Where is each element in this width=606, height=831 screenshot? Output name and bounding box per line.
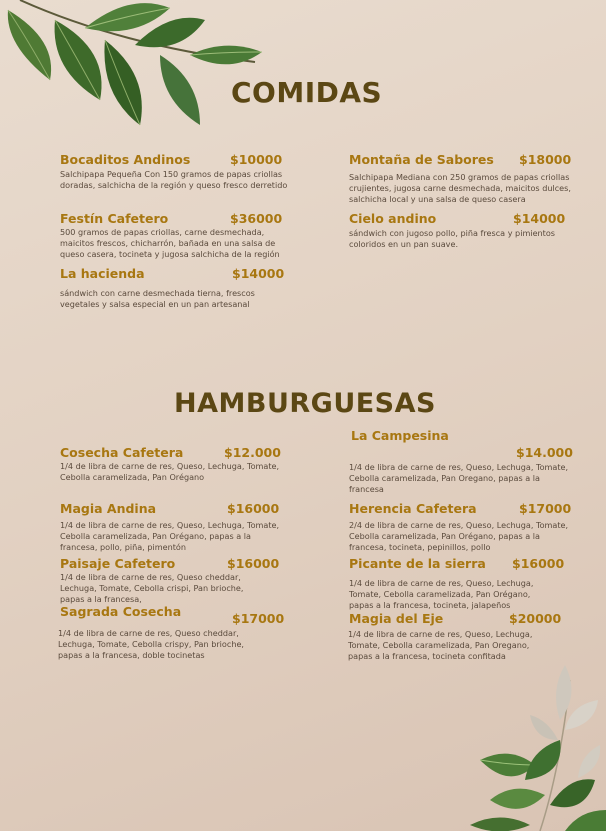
comidas-item-name: Festín Cafetero [60,211,169,226]
hamburguesas-item-price: $17000 [519,501,572,516]
comidas-item-desc: Salchipapa Pequeña Con 150 gramos de papas criollas doradas, salchicha de la región y queso fresco derretido [60,169,288,190]
hamburguesas-title: HAMBURGUESAS [174,388,436,419]
hamburguesas-item-name: Magia Andina [60,501,157,516]
comidas-item-desc: sándwich con jugoso pollo, piña fresca y pimientos coloridos en un pan suave. [349,228,556,249]
comidas-item-desc: sándwich con carne desmechada tierna, frescos vegetales y salsa especial en un pan artesanal [60,288,255,309]
hamburguesas-item-name: Paisaje Cafetero [60,556,176,571]
hamburguesas-item-name: Magia del Eje [349,611,444,626]
comidas-item-name: Montaña de Sabores [349,152,494,167]
hamburguesas-item-desc: 1/4 de libra de carne de res, Queso, Lechuga, Tomate, Cebolla caramelizada, Pan Oregano, papas a la francesa [349,462,569,494]
hamburguesas-item-name: Herencia Cafetera [349,501,477,516]
comidas-item-price: $14000 [232,266,285,281]
hamburguesas-item-desc: 1/4 de libra de carne de res, Queso cheddar, Lechuga, Tomate, Cebolla crispy, Pan brioche, papas a la francesa, doble tocinetas [58,628,245,660]
hamburguesas-item-desc: 2/4 de libra de carne de res, Queso, Lechuga, Tomate, Cebolla caramelizada, Pan Orégano, papas a la francesa, tocineta, pepinillos, pollo [349,520,569,552]
hamburguesas-item-price: $14.000 [516,445,573,460]
hamburguesas-item-desc: 1/4 de libra de carne de res, Queso, Lechuga, Tomate, Cebolla caramelizada, Pan Orégano [60,461,280,482]
hamburguesas-item-price: $16000 [512,556,565,571]
hamburguesas-item-desc: 1/4 de libra de carne de res, Queso cheddar, Lechuga, Tomate, Cebolla crispi, Pan brioche, papas a la francesa, [60,572,244,604]
hamburguesas-item-desc: 1/4 de libra de carne de res, Queso, Lechuga, Tomate, Cebolla caramelizada, Pan Orégano, papas a la francesa, tocineta, jalapeños [349,578,534,610]
comidas-title: COMIDAS [231,76,383,109]
hamburguesas-item-name: La Campesina [351,428,449,443]
leaf-branch-bottom-icon [470,660,606,831]
leaf-branch-top-icon [0,0,270,135]
hamburguesas-item-price: $12.000 [224,445,281,460]
comidas-item-price: $18000 [519,152,572,167]
hamburguesas-item-price: $16000 [227,556,280,571]
hamburguesas-item-price: $17000 [232,611,285,626]
hamburguesas-item-price: $16000 [227,501,280,516]
hamburguesas-item-desc: 1/4 de libra de carne de res, Queso, Lechuga, Tomate, Cebolla caramelizada, Pan Oregano, papas a la francesa, tocineta confitada [348,629,533,661]
comidas-item-price: $14000 [513,211,566,226]
hamburguesas-item-price: $20000 [509,611,562,626]
comidas-item-price: $10000 [230,152,283,167]
hamburguesas-item-name: Cosecha Cafetera [60,445,184,460]
comidas-item-price: $36000 [230,211,283,226]
hamburguesas-item-name: Sagrada Cosecha [60,604,182,619]
comidas-item-desc: 500 gramos de papas criollas, carne desmechada, maicitos frescos, chicharrón, bañada en una salsa de queso casera, tocineta y jugosa salchicha de la región [60,227,280,259]
hamburguesas-item-name: Picante de la sierra [349,556,486,571]
comidas-item-name: Cielo andino [349,211,437,226]
comidas-item-name: La hacienda [60,266,145,281]
hamburguesas-item-desc: 1/4 de libra de carne de res, Queso, Lechuga, Tomate, Cebolla caramelizada, Pan Orégano, papas a la francesa, pollo, piña, pimentón [60,520,280,552]
comidas-item-desc: Salchipapa Mediana con 250 gramos de papas criollas crujientes, jugosa carne desmechada, maicitos dulces, salchicha local y una salsa de queso casera [349,172,571,204]
comidas-item-name: Bocaditos Andinos [60,152,191,167]
